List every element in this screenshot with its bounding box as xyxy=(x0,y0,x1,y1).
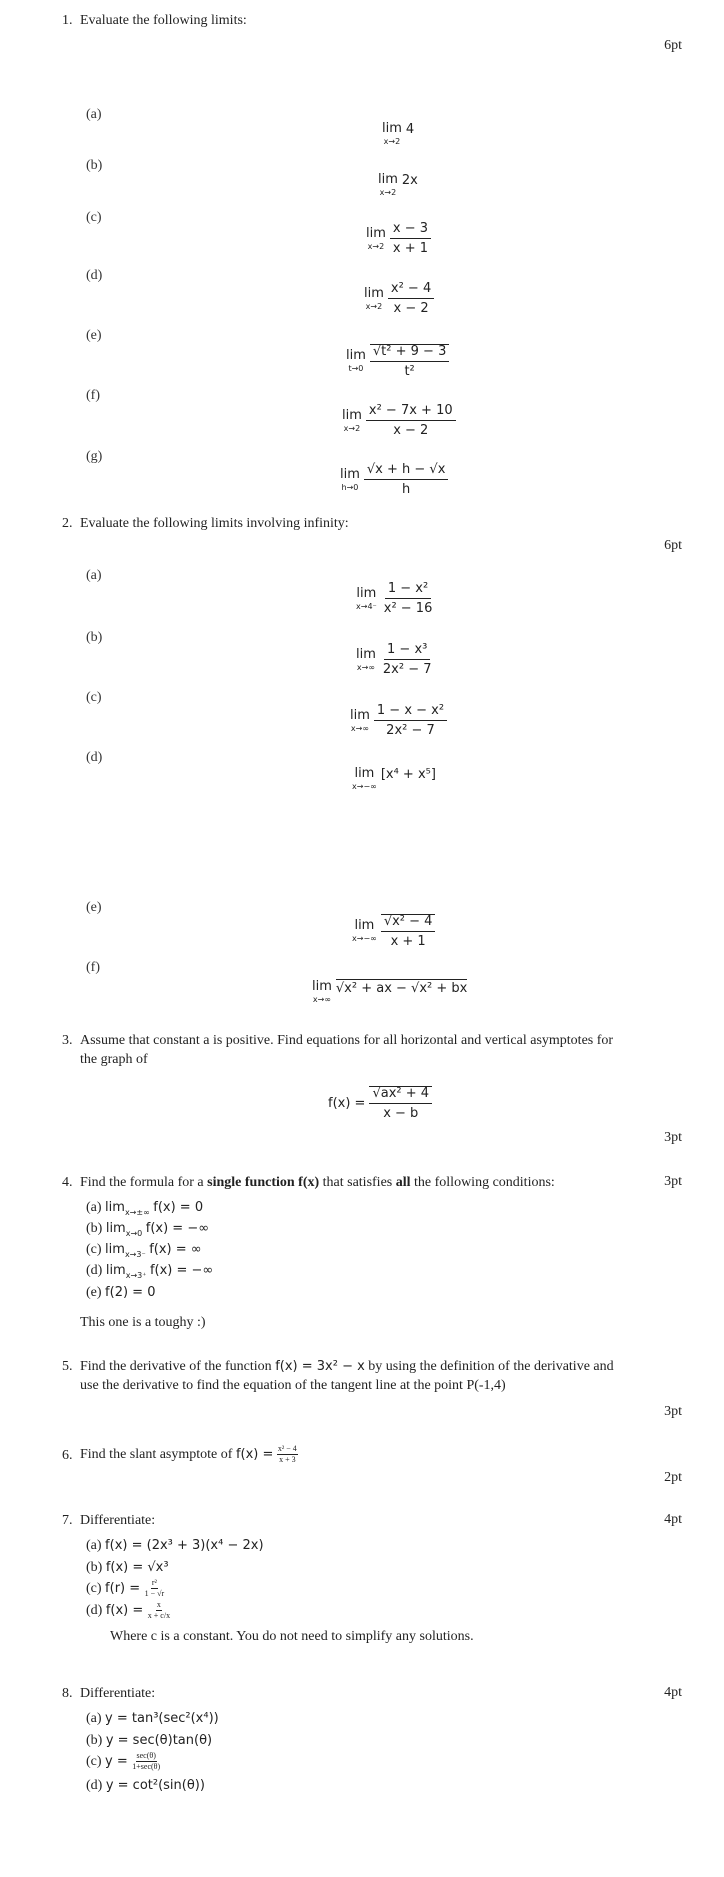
q8-points: 4pt xyxy=(664,1685,682,1700)
q6-text: Find the slant asymptote of f(x) = $\frac{\text{x² − 4}}{x + 3}$ xyxy=(80,1444,297,1464)
q3-function: f(x) = $\frac{\text{√ax² + 4}}{x - b}$ xyxy=(328,1086,432,1120)
q2-text: Evaluate the following limits involving infinity: xyxy=(80,516,349,531)
q7-note: Where c is a constant. You do not need to simplify any solutions. xyxy=(110,1629,474,1644)
q5-text-line1: Find the derivative of the function f(x) = 3x² − x by using the definition of the derivative and xyxy=(80,1359,614,1374)
q3-text-line2: the graph of xyxy=(80,1052,148,1067)
q3-number: 3. xyxy=(62,1033,73,1048)
q2f-expression: lim x→∞ √x² + ax − √x² + bx xyxy=(312,979,468,1004)
q1a-expression: lim x→2 4 xyxy=(382,121,415,146)
q7-number: 7. xyxy=(62,1513,73,1528)
q1f-expression: lim x→2 $\frac{\text{x² − 7x + 10}}{x - 2}$ xyxy=(342,404,456,437)
q2-number: 2. xyxy=(62,516,73,531)
q2b-label: (b) xyxy=(86,630,103,645)
q2d-label: (d) xyxy=(86,750,103,765)
q2c-label: (c) xyxy=(86,690,102,705)
q2e-expression: lim x→−∞ $\frac{\text{√x² − 4}}{x + 1}$ xyxy=(352,914,435,948)
q1d-expression: lim x→2 $\frac{\text{x² − 4}}{x - 2}$ xyxy=(364,282,434,315)
q4a-condition: (a) $\lim_{x\to\pm\infty} f(x) = 0$ xyxy=(86,1200,204,1217)
q6-points: 2pt xyxy=(664,1470,682,1485)
q2-points: 6pt xyxy=(664,538,682,553)
q4-number: 4. xyxy=(62,1175,73,1190)
q1c-expression: lim x→2 $\frac{x - 3}{x + 1}$ xyxy=(366,222,431,255)
q4-points: 3pt xyxy=(664,1174,682,1189)
q1-number: 1. xyxy=(62,13,73,28)
q2b-expression: lim x→∞ $\frac{\text{1 − x³}}{\text{2x² − 7}}$ xyxy=(356,642,432,677)
q2e-label: (e) xyxy=(86,900,102,915)
q7-points: 4pt xyxy=(664,1512,682,1527)
q8d-item: (d) y = cot²(sin(θ)) xyxy=(86,1778,205,1793)
q4b-condition: (b) $\lim_{x\to 0} f(x)$ = −∞ xyxy=(86,1221,210,1238)
q7c-item: (c) f(r) = $\frac{\text{r²}}{1 - √r}$ xyxy=(86,1578,165,1598)
q1-text: Evaluate the following limits: xyxy=(80,13,247,28)
q1c-label: (c) xyxy=(86,210,102,225)
q7b-item: (b) f(x) = √x³ xyxy=(86,1560,169,1575)
q2d-expression: lim x→−∞ [x⁴ + x⁵] xyxy=(352,766,436,791)
q2a-label: (a) xyxy=(86,568,102,583)
q5-points: 3pt xyxy=(664,1404,682,1419)
q5-text-line2: use the derivative to find the equation of the tangent line at the point P(-1,4) xyxy=(80,1378,506,1393)
q1b-label: (b) xyxy=(86,158,103,173)
q1d-label: (d) xyxy=(86,268,103,283)
q2a-expression: lim x→4⁻ $\frac{\text{1 − x²}}{\text{x² − 16}}$ xyxy=(356,581,433,616)
q7d-item: (d) f(x) = $\frac{x}{x + c/x}$ xyxy=(86,1600,171,1620)
q1g-label: (g) xyxy=(86,449,103,464)
q4-text: Find the formula for a single function f(x) that satisfies all the following conditions: xyxy=(80,1175,555,1190)
q7-text: Differentiate: xyxy=(80,1513,156,1528)
q5-number: 5. xyxy=(62,1359,73,1374)
q4-note: This one is a toughy :) xyxy=(80,1315,206,1330)
q8-number: 8. xyxy=(62,1686,73,1701)
q2c-expression: lim x→∞ $\frac{\text{1 − x − x²}}{\text{2x² − 7}}$ xyxy=(350,704,447,737)
q1e-label: (e) xyxy=(86,328,102,343)
q8-text: Differentiate: xyxy=(80,1686,156,1701)
q4e-condition: (e) f(2) = 0 xyxy=(86,1285,156,1300)
q8c-item: (c) y = $\frac{\sec(\theta)}{1+\sec(\theta)}$ xyxy=(86,1751,161,1771)
q1f-label: (f) xyxy=(86,388,100,403)
q8b-item: (b) y = sec(θ)tan(θ) xyxy=(86,1733,213,1748)
q1a-label: (a) xyxy=(86,107,102,122)
q3-text-line1: Assume that constant a is positive. Find equations for all horizontal and vertical asymptotes for xyxy=(80,1033,614,1048)
q3-points: 3pt xyxy=(664,1130,682,1145)
q4c-condition: (c) $\lim_{x\to 3^-} f(x)$ = ∞ xyxy=(86,1242,202,1259)
q7a-item: (a) f(x) = (2x³ + 3)(x⁴ − 2x) xyxy=(86,1538,264,1553)
q1g-expression: lim h→0 $\frac{√x + h - √x}{h}$ xyxy=(340,463,448,496)
q2f-label: (f) xyxy=(86,960,100,975)
q4d-condition: (d) $\lim_{x\to 3^+} f(x)$ = −∞ xyxy=(86,1263,214,1280)
q8a-item: (a) y = tan³(sec²(x⁴)) xyxy=(86,1711,219,1726)
q1e-expression: lim t→0 $\frac{\text{√t² + 9 − 3}}{\text{t²}}$ xyxy=(346,344,449,378)
q6-number: 6. xyxy=(62,1448,73,1463)
q1b-expression: lim x→2 2x xyxy=(378,172,418,197)
q1-points: 6pt xyxy=(664,38,682,53)
